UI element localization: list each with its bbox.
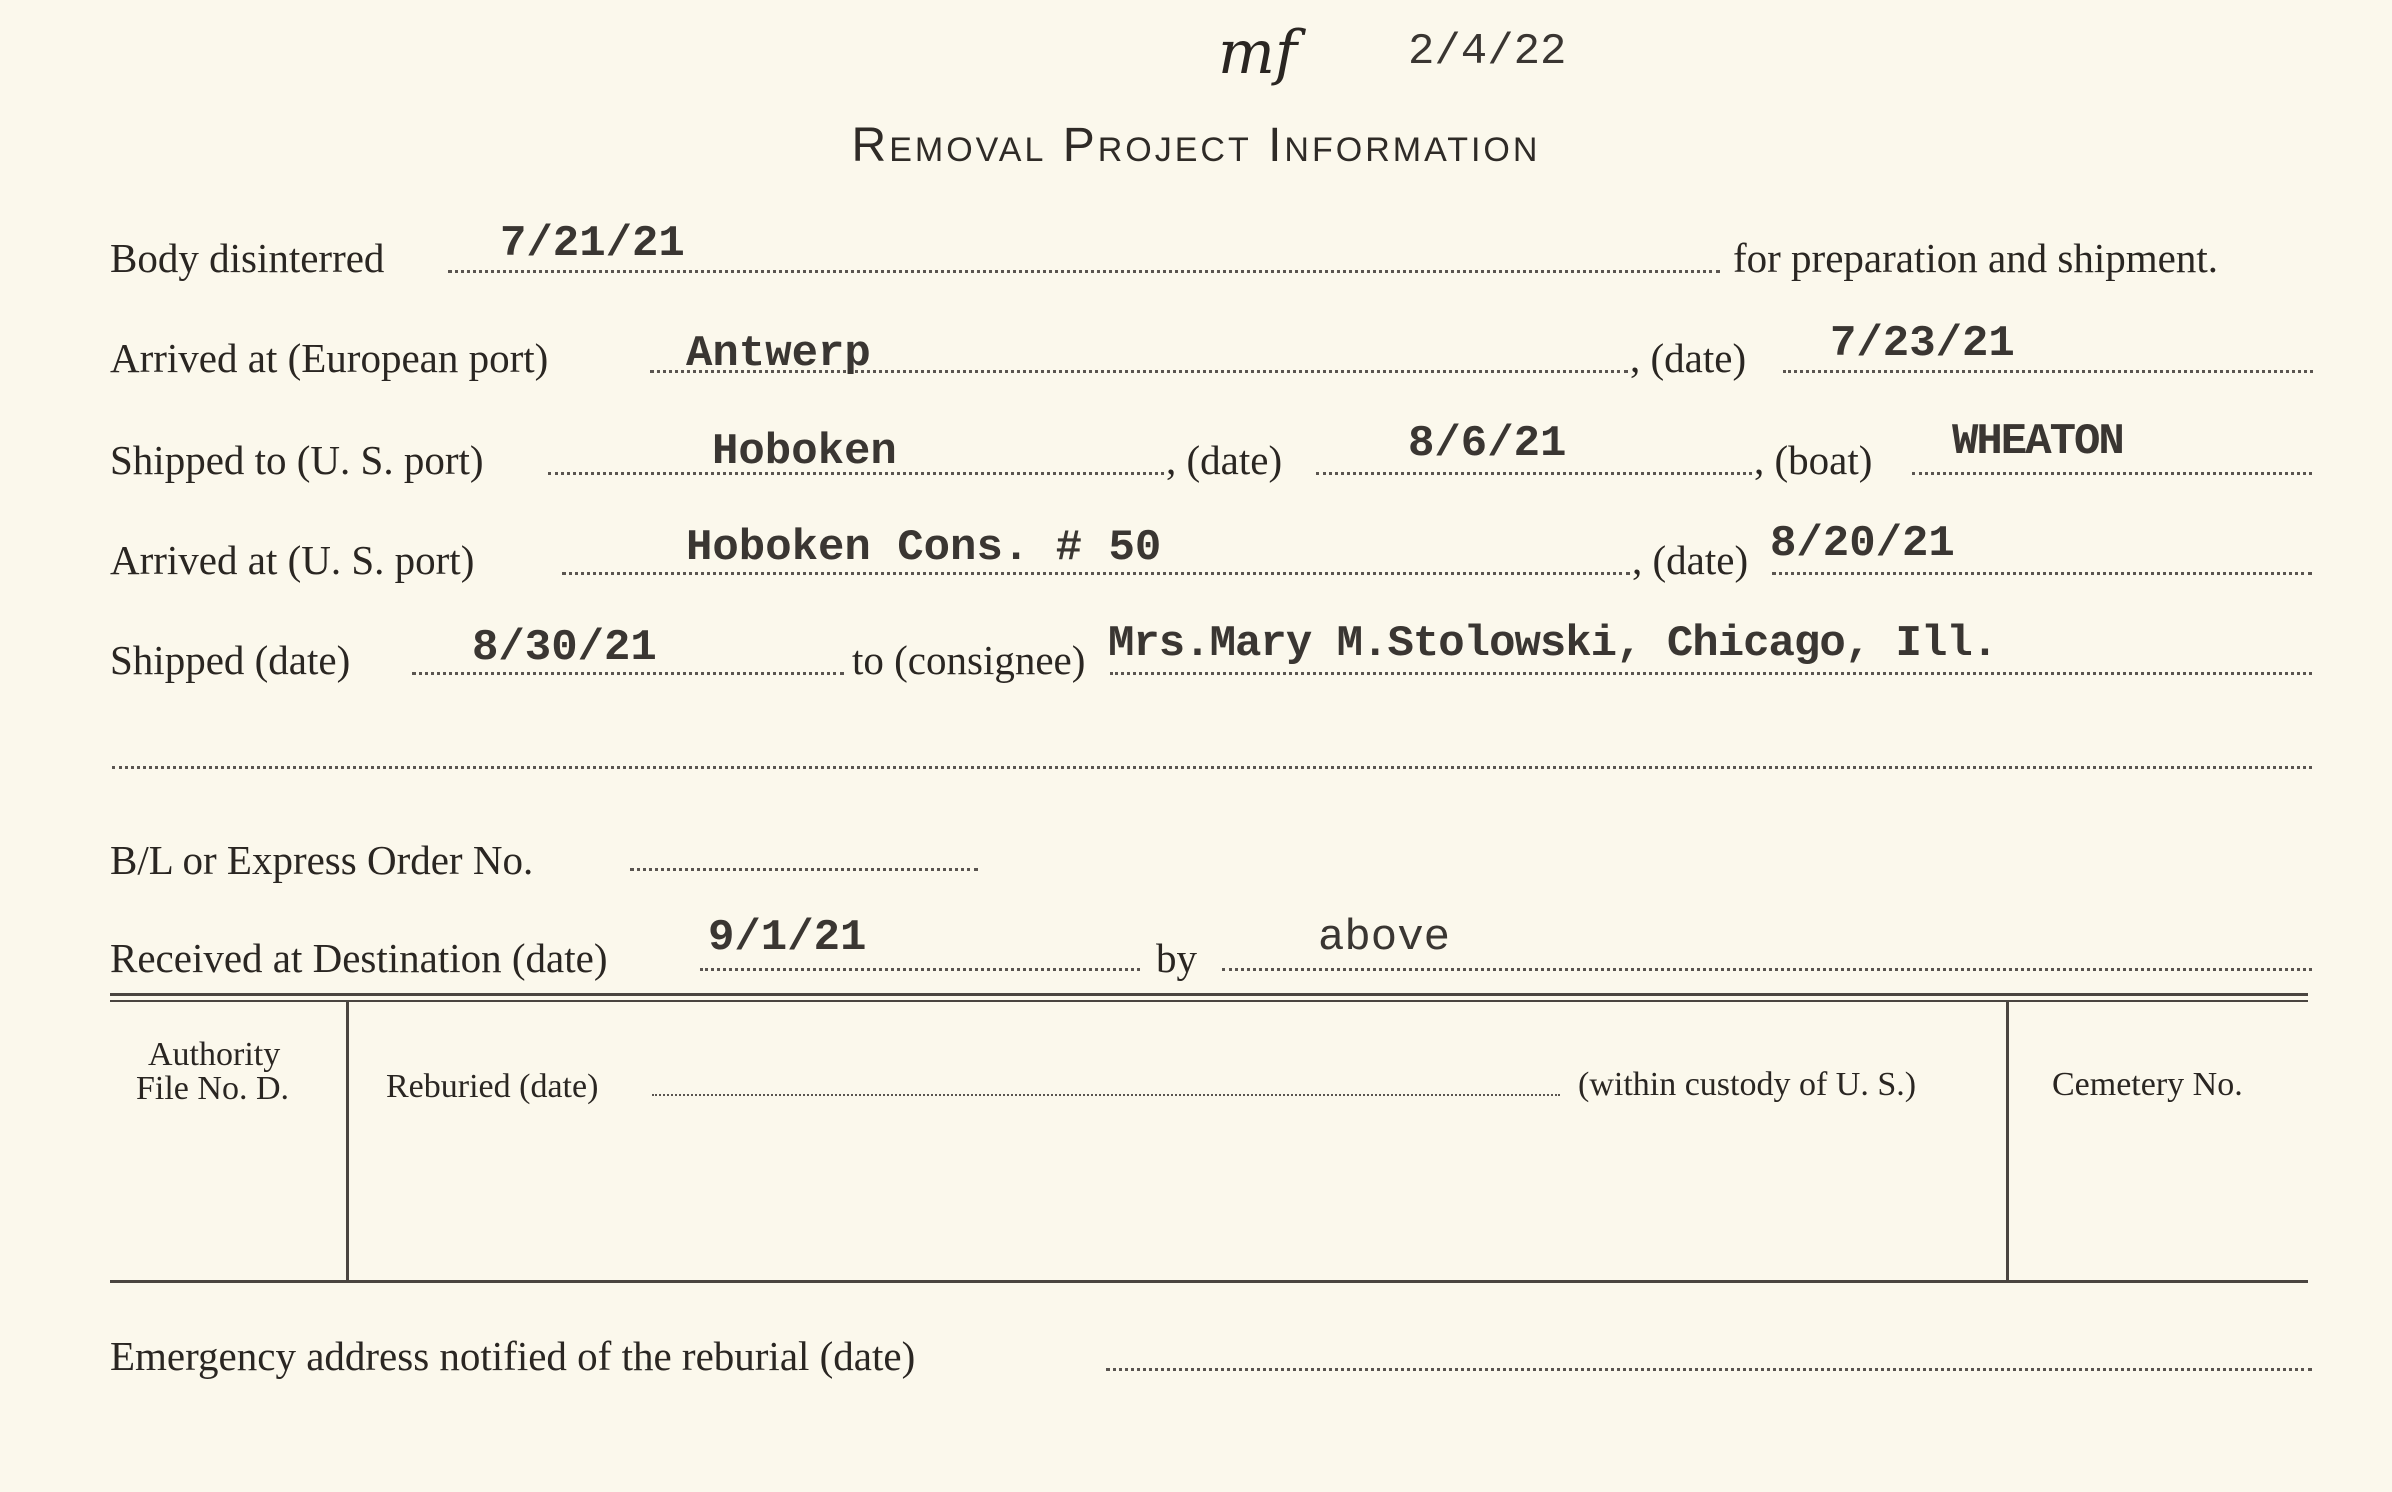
arrived-us-date-value: 8/20/21 xyxy=(1770,519,1955,569)
shipped-us-boat-label: , (boat) xyxy=(1754,437,1873,483)
shipped-us-boat-value: WHEATON xyxy=(1952,417,2123,467)
received-date-line xyxy=(700,968,1140,971)
shipped-us-date-line xyxy=(1316,472,1752,475)
consignee-value: Mrs.Mary M.Stolowski, Chicago, Ill. xyxy=(1108,619,1998,669)
body-disinterred-value: 7/21/21 xyxy=(500,219,685,269)
consignee-line xyxy=(1110,672,2312,675)
box-divider-right xyxy=(2006,1002,2009,1280)
arrived-european-date-line xyxy=(1783,370,2313,373)
box-top-rule-2 xyxy=(110,1000,2308,1002)
bl-order-line xyxy=(630,868,978,871)
stamp-date: 2/4/22 xyxy=(1408,27,1567,77)
arrived-us-label: Arrived at (U. S. port) xyxy=(110,537,475,583)
shipped-us-label: Shipped to (U. S. port) xyxy=(110,437,484,483)
handwritten-initials: mf xyxy=(1218,18,1298,88)
shipped-us-date-value: 8/6/21 xyxy=(1408,419,1567,469)
box-divider-left xyxy=(346,1002,349,1280)
arrived-european-port-value: Antwerp xyxy=(686,329,871,379)
consignee-label: to (consignee) xyxy=(852,637,1086,683)
emergency-label: Emergency address notified of the reburial (date) xyxy=(110,1333,916,1379)
arrived-us-port-value: Hoboken Cons. # 50 xyxy=(686,523,1162,573)
arrived-us-date-line xyxy=(1772,572,2312,575)
arrived-european-date-value: 7/23/21 xyxy=(1830,319,2015,369)
arrived-european-label: Arrived at (European port) xyxy=(110,335,549,381)
received-label: Received at Destination (date) xyxy=(110,935,608,981)
emergency-line xyxy=(1106,1368,2312,1371)
arrived-european-date-label: , (date) xyxy=(1630,335,1747,381)
arrived-us-date-label: , (date) xyxy=(1632,537,1749,583)
body-disinterred-label: Body disinterred xyxy=(110,235,385,281)
body-disinterred-suffix: for preparation and shipment. xyxy=(1733,235,2219,281)
received-by-line xyxy=(1222,968,2312,971)
box-bottom-rule xyxy=(110,1280,2308,1283)
reburied-line xyxy=(652,1094,1560,1096)
received-by-label: by xyxy=(1156,935,1197,981)
shipped-date-label: Shipped (date) xyxy=(110,637,351,683)
box-top-rule-1 xyxy=(110,993,2308,996)
cemetery-label: Cemetery No. xyxy=(2052,1066,2243,1103)
body-disinterred-line xyxy=(448,270,1720,273)
received-by-value: above xyxy=(1318,913,1451,963)
shipped-us-port-value: Hoboken xyxy=(712,427,897,477)
shipped-date-value: 8/30/21 xyxy=(472,623,657,673)
shipped-us-date-label: , (date) xyxy=(1166,437,1283,483)
reburied-label: Reburied (date) xyxy=(386,1068,599,1105)
bl-order-label: B/L or Express Order No. xyxy=(110,837,534,883)
blank-line xyxy=(112,766,2312,769)
authority-label-line2: File No. D. xyxy=(136,1070,289,1107)
custody-label: (within custody of U. S.) xyxy=(1578,1066,1917,1103)
received-date-value: 9/1/21 xyxy=(708,913,867,963)
authority-label-line1: Authority xyxy=(148,1036,281,1073)
shipped-us-boat-line xyxy=(1912,472,2312,475)
form-title: Removal Project Information xyxy=(851,119,1541,172)
